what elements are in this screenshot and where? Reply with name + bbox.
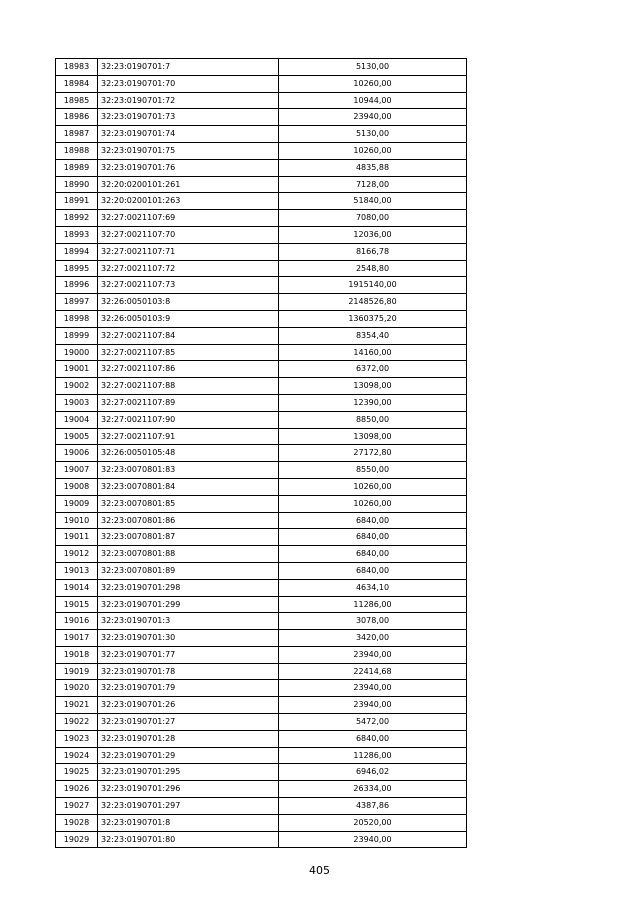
value-cell: 6840,00: [279, 512, 467, 529]
cadastral-number-cell: 32:23:0190701:72: [98, 92, 279, 109]
table-row: [56, 798, 467, 815]
value-cell: 6840,00: [279, 546, 467, 563]
table-row: [56, 75, 467, 92]
table-row: [56, 730, 467, 747]
table-row: [56, 714, 467, 731]
table-row: [56, 176, 467, 193]
row-number-cell: 18996: [56, 277, 98, 294]
value-cell: 10944,00: [279, 92, 467, 109]
row-number-cell: 19002: [56, 378, 98, 395]
cadastral-number-cell: 32:27:0021107:70: [98, 226, 279, 243]
row-number-cell: 19010: [56, 512, 98, 529]
table-row: [56, 495, 467, 512]
row-number-cell: 19003: [56, 394, 98, 411]
row-number-cell: 19016: [56, 613, 98, 630]
row-number-cell: 19000: [56, 344, 98, 361]
table-row: [56, 411, 467, 428]
value-cell: 23940,00: [279, 646, 467, 663]
row-number-cell: 19019: [56, 663, 98, 680]
table-row: [56, 613, 467, 630]
table-row: [56, 126, 467, 143]
row-number-cell: 18997: [56, 294, 98, 311]
row-number-cell: 19026: [56, 781, 98, 798]
cadastral-number-cell: 32:23:0190701:74: [98, 126, 279, 143]
value-cell: 27172,80: [279, 445, 467, 462]
row-number-cell: 19022: [56, 714, 98, 731]
row-number-cell: 19004: [56, 411, 98, 428]
value-cell: 23940,00: [279, 109, 467, 126]
cadastral-number-cell: 32:23:0190701:28: [98, 730, 279, 747]
table-row: [56, 327, 467, 344]
row-number-cell: 19020: [56, 680, 98, 697]
value-cell: 6840,00: [279, 529, 467, 546]
row-number-cell: 19005: [56, 428, 98, 445]
cadastral-number-cell: 32:23:0070801:86: [98, 512, 279, 529]
table-row: [56, 159, 467, 176]
row-number-cell: 18988: [56, 142, 98, 159]
value-cell: 1360375,20: [279, 310, 467, 327]
row-number-cell: 18992: [56, 210, 98, 227]
row-number-cell: 19021: [56, 697, 98, 714]
row-number-cell: 19012: [56, 546, 98, 563]
row-number-cell: 19011: [56, 529, 98, 546]
cadastral-number-cell: 32:23:0070801:88: [98, 546, 279, 563]
row-number-cell: 19018: [56, 646, 98, 663]
value-cell: 5130,00: [279, 59, 467, 76]
row-number-cell: 19009: [56, 495, 98, 512]
table-row: [56, 663, 467, 680]
table-row: [56, 193, 467, 210]
row-number-cell: 19001: [56, 361, 98, 378]
value-cell: 22414,68: [279, 663, 467, 680]
table-row: [56, 478, 467, 495]
cadastral-number-cell: 32:23:0070801:89: [98, 562, 279, 579]
row-number-cell: 18984: [56, 75, 98, 92]
cadastral-number-cell: 32:27:0021107:91: [98, 428, 279, 445]
table-row: [56, 697, 467, 714]
row-number-cell: 19029: [56, 831, 98, 848]
value-cell: 4387,86: [279, 798, 467, 815]
cadastral-number-cell: 32:23:0190701:30: [98, 630, 279, 647]
value-cell: 13098,00: [279, 428, 467, 445]
value-cell: 26334,00: [279, 781, 467, 798]
table-row: [56, 562, 467, 579]
cadastral-number-cell: 32:27:0021107:72: [98, 260, 279, 277]
row-number-cell: 18999: [56, 327, 98, 344]
row-number-cell: 19028: [56, 814, 98, 831]
table-row: [56, 512, 467, 529]
cadastral-number-cell: 32:23:0190701:76: [98, 159, 279, 176]
value-cell: 6372,00: [279, 361, 467, 378]
cadastral-number-cell: 32:27:0021107:88: [98, 378, 279, 395]
row-number-cell: 18989: [56, 159, 98, 176]
table-row: [56, 579, 467, 596]
row-number-cell: 19023: [56, 730, 98, 747]
table-row: [56, 210, 467, 227]
cadastral-number-cell: 32:20:0200101:263: [98, 193, 279, 210]
value-cell: 3420,00: [279, 630, 467, 647]
row-number-cell: 19025: [56, 764, 98, 781]
row-number-cell: 19008: [56, 478, 98, 495]
cadastral-number-cell: 32:27:0021107:90: [98, 411, 279, 428]
value-cell: 11286,00: [279, 596, 467, 613]
value-cell: 4634,10: [279, 579, 467, 596]
row-number-cell: 19015: [56, 596, 98, 613]
table-row: [56, 781, 467, 798]
row-number-cell: 18983: [56, 59, 98, 76]
value-cell: 13098,00: [279, 378, 467, 395]
cadastral-number-cell: 32:26:0050105:48: [98, 445, 279, 462]
table-row: [56, 529, 467, 546]
row-number-cell: 18995: [56, 260, 98, 277]
table-row: [56, 814, 467, 831]
value-cell: 7080,00: [279, 210, 467, 227]
cadastral-number-cell: 32:27:0021107:71: [98, 243, 279, 260]
row-number-cell: 18994: [56, 243, 98, 260]
cadastral-number-cell: 32:23:0190701:75: [98, 142, 279, 159]
value-cell: 11286,00: [279, 747, 467, 764]
table-row: [56, 747, 467, 764]
value-cell: 8550,00: [279, 462, 467, 479]
value-cell: 12390,00: [279, 394, 467, 411]
value-cell: 10260,00: [279, 495, 467, 512]
table-row: [56, 428, 467, 445]
value-cell: 23940,00: [279, 697, 467, 714]
cadastral-number-cell: 32:27:0021107:89: [98, 394, 279, 411]
value-cell: 8850,00: [279, 411, 467, 428]
value-cell: 10260,00: [279, 142, 467, 159]
cadastral-number-cell: 32:23:0190701:80: [98, 831, 279, 848]
table-row: [56, 546, 467, 563]
table-row: [56, 109, 467, 126]
value-cell: 8354,40: [279, 327, 467, 344]
cadastral-number-cell: 32:23:0190701:27: [98, 714, 279, 731]
value-cell: 4835,88: [279, 159, 467, 176]
table-row: [56, 462, 467, 479]
table-row: [56, 646, 467, 663]
cadastral-number-cell: 32:23:0190701:73: [98, 109, 279, 126]
table-row: [56, 394, 467, 411]
value-cell: 6946,02: [279, 764, 467, 781]
table-row: [56, 92, 467, 109]
cadastral-number-cell: 32:23:0070801:87: [98, 529, 279, 546]
row-number-cell: 18998: [56, 310, 98, 327]
table-row: [56, 277, 467, 294]
value-cell: 8166,78: [279, 243, 467, 260]
value-cell: 6840,00: [279, 562, 467, 579]
table-row: [56, 344, 467, 361]
value-cell: 10260,00: [279, 478, 467, 495]
cadastral-number-cell: 32:23:0190701:296: [98, 781, 279, 798]
value-cell: 20520,00: [279, 814, 467, 831]
table-row: [56, 243, 467, 260]
cadastral-number-cell: 32:23:0190701:79: [98, 680, 279, 697]
table-row: [56, 680, 467, 697]
value-cell: 7128,00: [279, 176, 467, 193]
value-cell: 23940,00: [279, 680, 467, 697]
value-cell: 5130,00: [279, 126, 467, 143]
row-number-cell: 18986: [56, 109, 98, 126]
table-row: [56, 310, 467, 327]
value-cell: 2148526,80: [279, 294, 467, 311]
cadastral-number-cell: 32:23:0070801:85: [98, 495, 279, 512]
cadastral-number-cell: 32:27:0021107:86: [98, 361, 279, 378]
value-cell: 5472,00: [279, 714, 467, 731]
cadastral-number-cell: 32:27:0021107:73: [98, 277, 279, 294]
table-row: [56, 361, 467, 378]
row-number-cell: 19013: [56, 562, 98, 579]
table-row: [56, 142, 467, 159]
cadastral-number-cell: 32:23:0190701:299: [98, 596, 279, 613]
row-number-cell: 19027: [56, 798, 98, 815]
cadastral-number-cell: 32:23:0190701:3: [98, 613, 279, 630]
table-row: [56, 294, 467, 311]
cadastral-number-cell: 32:23:0190701:77: [98, 646, 279, 663]
value-cell: 10260,00: [279, 75, 467, 92]
table-row: [56, 445, 467, 462]
cadastral-number-cell: 32:27:0021107:85: [98, 344, 279, 361]
table-row: [56, 764, 467, 781]
cadastral-number-cell: 32:27:0021107:84: [98, 327, 279, 344]
value-cell: 1915140,00: [279, 277, 467, 294]
table-row: [56, 378, 467, 395]
row-number-cell: 19017: [56, 630, 98, 647]
value-cell: 6840,00: [279, 730, 467, 747]
cadastral-number-cell: 32:23:0190701:29: [98, 747, 279, 764]
cadastral-number-cell: 32:23:0190701:298: [98, 579, 279, 596]
registry-table: [55, 58, 467, 848]
cadastral-number-cell: 32:23:0190701:78: [98, 663, 279, 680]
cadastral-number-cell: 32:23:0070801:84: [98, 478, 279, 495]
row-number-cell: 18993: [56, 226, 98, 243]
cadastral-number-cell: 32:23:0070801:83: [98, 462, 279, 479]
row-number-cell: 18991: [56, 193, 98, 210]
row-number-cell: 19007: [56, 462, 98, 479]
row-number-cell: 19014: [56, 579, 98, 596]
table-row: [56, 260, 467, 277]
row-number-cell: 18987: [56, 126, 98, 143]
cadastral-number-cell: 32:26:0050103:9: [98, 310, 279, 327]
value-cell: 23940,00: [279, 831, 467, 848]
page-number: 405: [309, 864, 330, 877]
row-number-cell: 18990: [56, 176, 98, 193]
registry-table-body: [56, 59, 467, 848]
table-row: [56, 831, 467, 848]
value-cell: 2548,80: [279, 260, 467, 277]
value-cell: 12036,00: [279, 226, 467, 243]
value-cell: 14160,00: [279, 344, 467, 361]
value-cell: 3078,00: [279, 613, 467, 630]
cadastral-number-cell: 32:23:0190701:297: [98, 798, 279, 815]
value-cell: 51840,00: [279, 193, 467, 210]
table-row: [56, 226, 467, 243]
cadastral-number-cell: 32:27:0021107:69: [98, 210, 279, 227]
cadastral-number-cell: 32:23:0190701:70: [98, 75, 279, 92]
row-number-cell: 18985: [56, 92, 98, 109]
cadastral-number-cell: 32:23:0190701:26: [98, 697, 279, 714]
table-row: [56, 59, 467, 76]
row-number-cell: 19024: [56, 747, 98, 764]
cadastral-number-cell: 32:23:0190701:7: [98, 59, 279, 76]
cadastral-number-cell: 32:23:0190701:295: [98, 764, 279, 781]
cadastral-number-cell: 32:23:0190701:8: [98, 814, 279, 831]
cadastral-number-cell: 32:20:0200101:261: [98, 176, 279, 193]
table-row: [56, 630, 467, 647]
cadastral-number-cell: 32:26:0050103:8: [98, 294, 279, 311]
row-number-cell: 19006: [56, 445, 98, 462]
table-row: [56, 596, 467, 613]
